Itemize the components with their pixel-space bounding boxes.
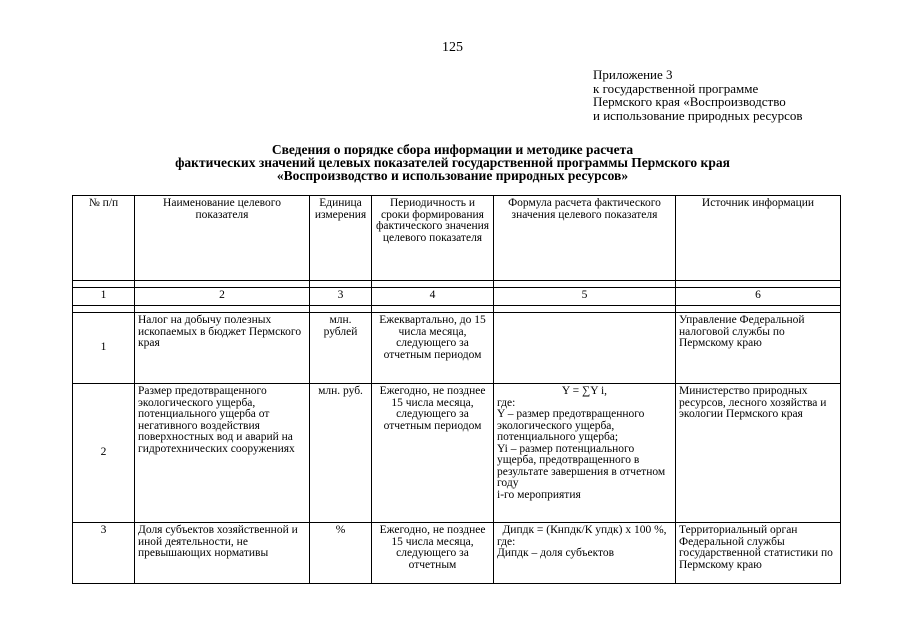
table-row <box>73 384 841 523</box>
indicator-source: Министерство природных ресурсов, лесного хозяйства и экологии Пермского края <box>676 384 841 523</box>
column-number: 1 <box>73 288 135 306</box>
page-number: 125 <box>442 40 463 55</box>
formula-line: i-го мероприятия <box>497 488 581 501</box>
indicator-unit: % <box>310 523 372 584</box>
formula-line: Дипдк – доля субъектов <box>497 547 615 559</box>
title-line: «Воспроизводство и использование природных ресурсов» <box>276 168 629 183</box>
document-title <box>0 143 905 182</box>
indicators-table <box>72 195 841 584</box>
formula-line: Y – размер предотвращенного экологического ущерба, потенциального ущерба; <box>497 408 645 443</box>
column-number: 2 <box>135 288 310 306</box>
appendix-note <box>593 68 803 122</box>
header-cell-formula: Формула расчета фактического значения целевого показателя <box>494 196 676 281</box>
header-cell-name: Наименование целевого показателя <box>135 196 310 281</box>
appendix-line: к государственной программе <box>593 80 759 96</box>
table-header-row <box>73 196 841 281</box>
column-number: 4 <box>372 288 494 306</box>
column-number-row <box>73 288 841 306</box>
indicator-source: Территориальный орган Федеральной службы государственной статистики по Пермскому краю <box>676 523 841 584</box>
title-line: Сведения о порядке сбора информации и методике расчета <box>271 142 634 157</box>
indicator-name: Налог на добычу полезных ископаемых в бюджет Пермского края <box>135 313 310 384</box>
column-number: 5 <box>494 288 676 306</box>
appendix-line: Пермского края «Воспроизводство <box>593 94 786 109</box>
formula-line: Y = ∑Y i, <box>561 385 608 397</box>
indicator-period: Ежегодно, не позднее 15 числа месяца, следующего за отчетным <box>372 523 494 584</box>
row-number: 3 <box>73 523 135 584</box>
indicator-formula <box>494 523 676 584</box>
indicator-name: Доля субъектов хозяйственной и иной деятельности, не превышающих нормативы <box>135 523 310 584</box>
appendix-line: Приложение 3 <box>593 67 673 82</box>
table-row <box>73 313 841 384</box>
indicator-source: Управление Федеральной налоговой службы по Пермскому краю <box>676 313 841 384</box>
row-number: 1 <box>73 313 135 384</box>
formula-line: Дипдк = (Кнпдк/К упдк) х 100 %, <box>502 524 667 536</box>
indicator-formula <box>494 313 676 384</box>
indicator-formula <box>494 384 676 523</box>
title-line: фактических значений целевых показателей государственной программы Пермского края <box>175 155 730 170</box>
formula-line: Yi – размер потенциального ущерба, предотвращенного в результате завершения в отчетном году <box>497 442 666 489</box>
header-cell-period: Периодичность и сроки формирования фактического значения целевого показателя <box>372 196 494 281</box>
indicator-period: Ежеквартально, до 15 числа месяца, следующего за отчетным периодом <box>372 313 494 384</box>
row-number: 2 <box>73 384 135 523</box>
formula-line: где: <box>497 396 516 409</box>
appendix-line: и использование природных ресурсов <box>593 107 803 123</box>
indicator-unit: млн. рублей <box>310 313 372 384</box>
header-cell-unit: Единица измерения <box>310 196 372 281</box>
column-number: 3 <box>310 288 372 306</box>
formula-line: где: <box>497 535 516 548</box>
indicator-unit: млн. руб. <box>310 384 372 523</box>
column-number: 6 <box>676 288 841 306</box>
indicator-period: Ежегодно, не позднее 15 числа месяца, следующего за отчетным периодом <box>372 384 494 523</box>
header-cell-source: Источник информации <box>676 196 841 281</box>
indicator-name: Размер предотвращенного экологического ущерба, потенциального ущерба от негативного воздействия поверхностных вод и аварий на гидротехнических сооружениях <box>135 384 310 523</box>
table-row <box>73 523 841 584</box>
header-cell-number: № п/п <box>73 196 135 281</box>
